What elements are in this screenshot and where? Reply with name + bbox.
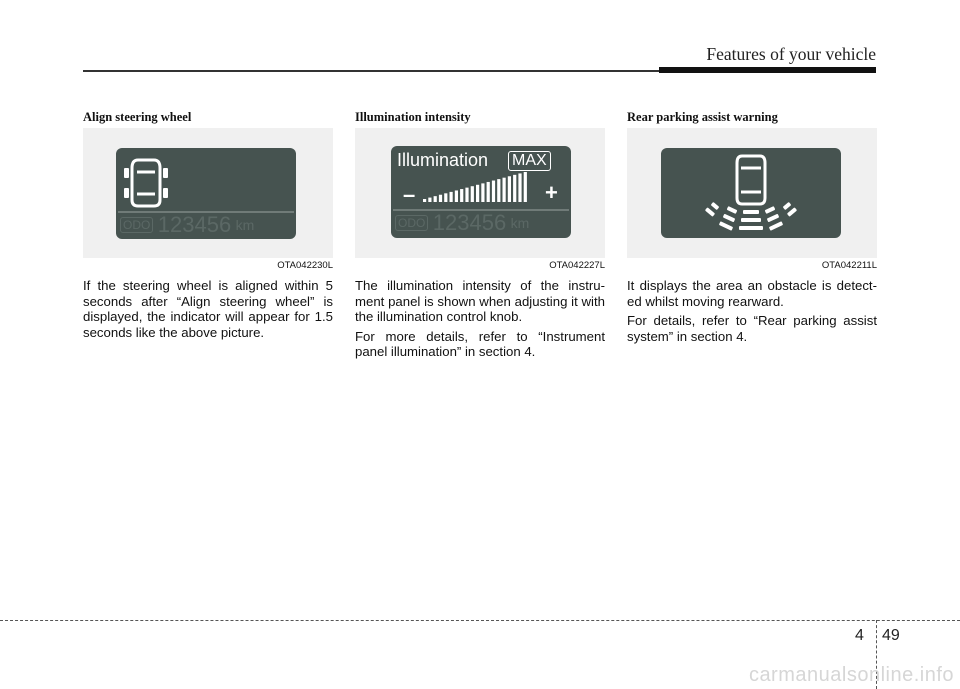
paragraph: For details, refer to “Rear parking assist system” in section 4. <box>627 313 877 344</box>
odo-readout <box>120 212 254 238</box>
illumination-bar <box>460 189 463 202</box>
paragraph: If the steering wheel is aligned within 5 seconds after “Align steering wheel” is displayed, the indicator will appear for 1.5 seconds like the above picture. <box>83 278 333 340</box>
lcd-display <box>391 146 571 238</box>
lcd-display <box>661 148 841 238</box>
illumination-bar <box>439 195 442 202</box>
header-rule <box>83 70 659 72</box>
illumination-label: Illumination <box>397 150 489 170</box>
figure-rear-parking <box>627 128 877 258</box>
illumination-bar <box>513 175 516 202</box>
lcd-display <box>116 148 296 239</box>
parking-sensor-graphic <box>661 148 841 238</box>
footer-dashed-rule <box>0 620 960 621</box>
section-title: Rear parking assist warning <box>627 110 778 124</box>
figure-code: OTA042230L <box>277 260 333 271</box>
odo-label: ODO <box>120 217 153 233</box>
odo-unit: km <box>510 215 530 231</box>
minus-sign: – <box>403 182 416 207</box>
illumination-bar <box>518 173 521 202</box>
illumination-bar <box>471 186 474 202</box>
paragraph: The illumination intensity of the instru-ment panel is shown when adjusting it with the illumination control knob. <box>355 278 605 324</box>
illumination-bar <box>497 179 500 202</box>
illumination-bar <box>465 188 468 202</box>
odo-readout <box>395 210 529 236</box>
paragraph: It displays the area an obstacle is detect-ed whilst moving rearward. <box>627 278 877 309</box>
section-align-steering-wheel <box>83 110 333 340</box>
header-rule-accent <box>659 67 876 73</box>
illumination-level-badge: MAX <box>508 151 551 171</box>
section-title: Illumination intensity <box>355 110 471 124</box>
car-top-view-icon <box>737 156 765 204</box>
odo-value: 123456 <box>432 210 507 235</box>
odo-unit: km <box>235 217 255 233</box>
odo-value: 123456 <box>157 212 232 237</box>
section-rear-parking-assist <box>627 110 877 344</box>
illumination-bar <box>481 183 484 202</box>
illumination-bar <box>450 192 453 202</box>
illumination-bar <box>428 198 431 202</box>
figure-illumination <box>355 128 605 258</box>
illumination-bar <box>476 185 479 202</box>
figure-code: OTA042211L <box>821 260 877 271</box>
plus-sign: + <box>545 180 558 205</box>
figure-align-steering <box>83 128 333 258</box>
watermark: carmanualsonline.info <box>748 664 954 686</box>
section-illumination-intensity <box>355 110 605 360</box>
figure-code: OTA042227L <box>549 260 605 271</box>
odo-label: ODO <box>395 215 428 231</box>
illumination-bar <box>434 196 437 202</box>
illumination-bar <box>455 190 458 202</box>
illumination-bar <box>524 172 527 202</box>
rear-sensor-zones-icon <box>705 202 797 231</box>
illumination-bar <box>492 181 495 202</box>
section-title: Align steering wheel <box>83 110 192 124</box>
page-header-title: Features of your vehicle <box>706 44 876 64</box>
page-number: 49 <box>882 627 900 644</box>
illumination-bar <box>423 199 426 202</box>
illumination-bar <box>508 176 511 202</box>
illumination-bar <box>487 182 490 202</box>
illumination-bar <box>444 193 447 202</box>
page-section-number: 4 <box>855 627 864 644</box>
illumination-bar <box>503 178 506 202</box>
paragraph: For more details, refer to “Instrument panel illumination” in section 4. <box>355 328 605 359</box>
